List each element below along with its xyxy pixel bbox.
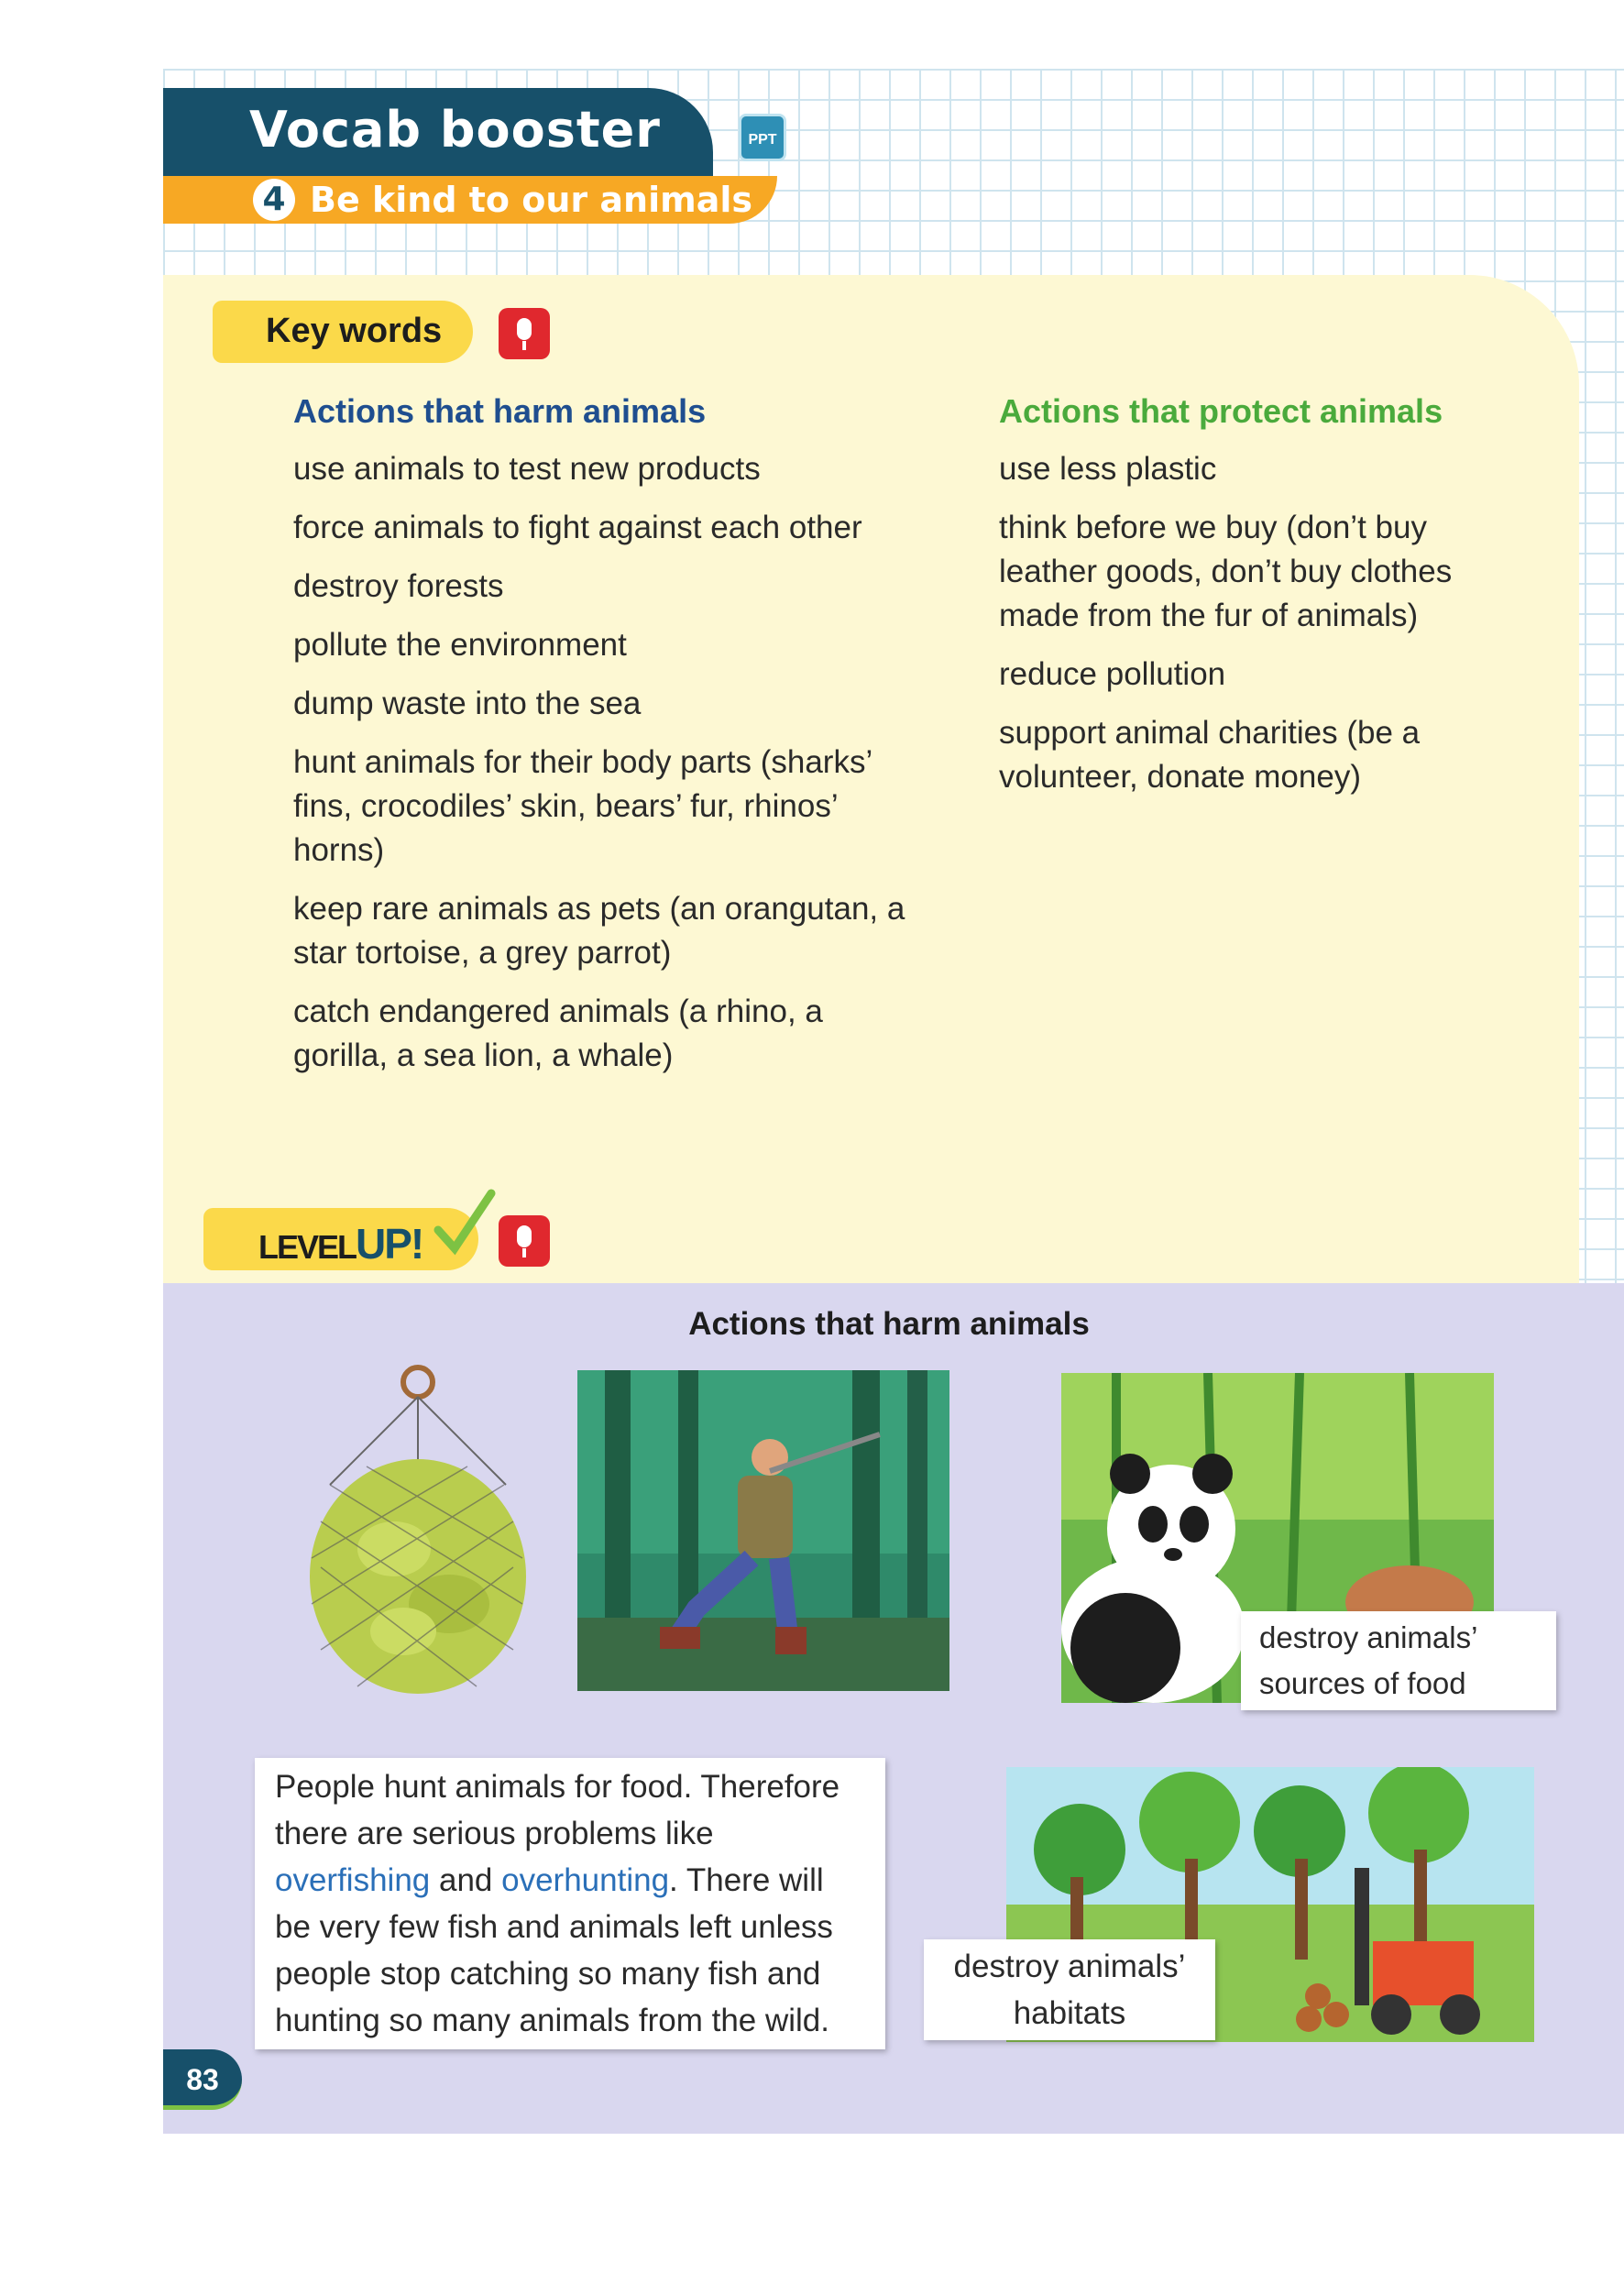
list-item: force animals to fight against each other: [293, 510, 862, 545]
microphone-icon[interactable]: [499, 308, 550, 359]
list-item: keep rare animals as pets (an orangutan, a star tortoise, a grey parrot): [293, 891, 905, 971]
list-item: think before we buy (don’t buy leather goods, don’t buy clothes made from the fur of animals): [999, 510, 1453, 633]
harm-heading: Actions that harm animals: [293, 392, 707, 430]
protect-list: [999, 447, 1494, 814]
caption-sources-of-food: destroy animals’ sources of food: [1241, 1611, 1556, 1710]
term-overfishing: overfishing: [275, 1862, 431, 1898]
list-item: catch endangered animals (a rhino, a gorilla, a sea lion, a whale): [293, 994, 823, 1073]
hunter-illustration: [577, 1370, 949, 1691]
unit-number: 4: [253, 179, 295, 221]
list-item: use animals to test new products: [293, 451, 761, 487]
harm-list: [293, 447, 926, 1093]
list-item: support animal charities (be a volunteer, donate money): [999, 715, 1421, 795]
page-number: 83: [163, 2049, 242, 2110]
checkmark-icon: [433, 1188, 497, 1257]
list-item: destroy forests: [293, 568, 504, 604]
list-item: dump waste into the sea: [293, 686, 642, 721]
list-item: hunt animals for their body parts (sharks’ fins, crocodiles’ skin, bears’ fur, rhinos’ horns): [293, 744, 872, 868]
hunting-explanation: People hunt animals for food. Therefore there are serious problems like overfishing and overhunting. There will be very few fish and animals left unless people stop catching so many fish and hunting so many animals from the wild.: [255, 1758, 885, 2049]
list-item: reduce pollution: [999, 656, 1226, 692]
fishing-net-icon: [293, 1356, 550, 1696]
unit-title: Be kind to our animals: [310, 180, 752, 220]
section-title: Actions that harm animals: [688, 1306, 1090, 1342]
caption-habitats: destroy animals’ habitats: [924, 1939, 1215, 2040]
term-overhunting: overhunting: [501, 1862, 670, 1898]
page-title: Vocab booster: [249, 101, 661, 159]
list-item: pollute the environment: [293, 627, 627, 663]
protect-heading: Actions that protect animals: [999, 392, 1443, 430]
microphone-icon[interactable]: [499, 1215, 550, 1267]
list-item: use less plastic: [999, 451, 1217, 487]
ppt-icon[interactable]: PPT: [739, 114, 786, 161]
key-words-label: Key words: [266, 312, 443, 350]
level-up-label: LEVELUP!: [258, 1220, 423, 1268]
